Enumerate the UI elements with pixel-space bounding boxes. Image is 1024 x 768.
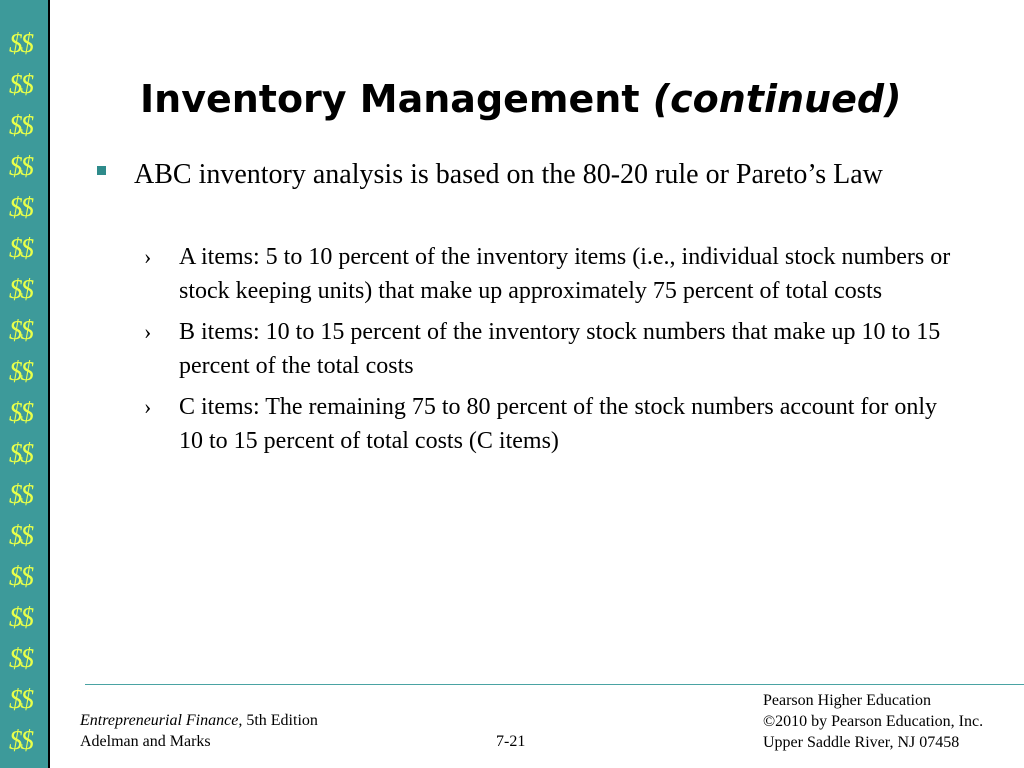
- dollar-sign-icon: $$: [9, 274, 32, 304]
- dollar-sign-icon: $$: [9, 725, 32, 755]
- footer-book-line: [80, 710, 318, 731]
- dollar-sign-icon: $$: [9, 110, 32, 140]
- footer-book-info: [80, 710, 318, 752]
- dollar-sign-icon: $$: [9, 69, 32, 99]
- dollar-sign-icon: $$: [9, 438, 32, 468]
- dollar-sign-icon: $$: [9, 479, 32, 509]
- dollar-sign-icon: $$: [9, 684, 32, 714]
- main-bullet-text: ABC inventory analysis is based on the 80-20 rule or Pareto’s Law: [134, 159, 883, 190]
- footer-edition: 5th Edition: [246, 712, 318, 729]
- dollar-sign-icon: $$: [9, 397, 32, 427]
- square-bullet-icon: [97, 166, 106, 175]
- chevron-right-icon: ›: [144, 244, 152, 269]
- footer-publisher-line2: ©2010 by Pearson Education, Inc.: [763, 713, 984, 730]
- dollar-sign-icon: $$: [9, 233, 32, 263]
- sub-bullet-item-a: [140, 240, 960, 308]
- slide-title: [140, 72, 901, 126]
- chevron-right-icon: ›: [144, 319, 152, 344]
- footer-book-title: Entrepreneurial Finance,: [80, 712, 243, 729]
- chevron-right-icon: ›: [144, 394, 152, 419]
- dollar-sign-icon: $$: [9, 28, 32, 58]
- slide-title-suffix: (continued): [652, 77, 902, 121]
- sub-bullet-text-b: B items: 10 to 15 percent of the inventory stock numbers that make up 10 to 15 percent of the total costs: [179, 319, 941, 379]
- dollar-sign-icon: $$: [9, 602, 32, 632]
- sub-bullet-text-c: C items: The remaining 75 to 80 percent of the stock numbers account for only 10 to 15 percent of total costs (C items): [179, 394, 938, 454]
- sub-bullet-item-c: [140, 390, 960, 458]
- footer-publisher-line3: Upper Saddle River, NJ 07458: [763, 734, 960, 751]
- slide-title-main: Inventory Management: [140, 77, 640, 121]
- dollar-sign-icon: $$: [9, 315, 32, 345]
- footer-publisher: [763, 690, 983, 753]
- dollar-sign-icon: $$: [9, 151, 32, 181]
- sub-bullet-list: [140, 240, 960, 465]
- footer-authors: Adelman and Marks: [80, 733, 211, 750]
- sub-bullet-text-a: A items: 5 to 10 percent of the inventory items (i.e., individual stock numbers or stock keeping units) that make up approximately 75 percent of total costs: [179, 244, 951, 304]
- dollar-sign-icon: $$: [9, 520, 32, 550]
- footer-page-number: 7-21: [496, 733, 526, 750]
- footer-divider: [85, 684, 1024, 685]
- sub-bullet-item-b: [140, 315, 960, 383]
- dollar-sign-icon: $$: [9, 356, 32, 386]
- dollar-sign-icon: $$: [9, 192, 32, 222]
- dollar-sign-icon: $$: [9, 643, 32, 673]
- dollar-sign-icon: $$: [9, 561, 32, 591]
- decorative-sidebar: [0, 0, 50, 768]
- footer-publisher-line1: Pearson Higher Education: [763, 692, 931, 709]
